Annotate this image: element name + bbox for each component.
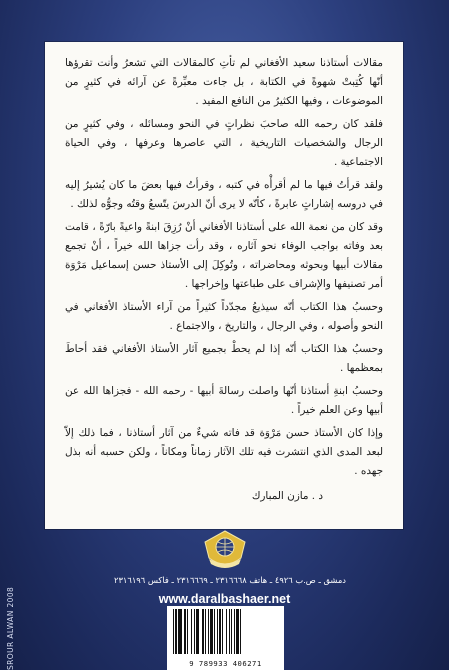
signature: د . مازن المبارك	[251, 490, 323, 502]
paragraph-3: ولقد قرأتُ فيها ما لم أقرأْه في كتبه ، وقرأتُ فيها بعضَ ما كان يُشيرُ إليه في دروسه إشاراتٍ عابرةً ، كأنّه لا يرى أنّ الدرسَ يتّسعُ وقتُه وجوُّه لذلك .	[65, 179, 383, 210]
text-panel	[45, 42, 403, 529]
barcode-number: 9 789933 406271	[189, 659, 262, 668]
paragraph-7: وحسبُ ابنةِ أستاذنا أنّها واصلت رسالةَ أبيها - رحمه الله - فجزاها الله عن أبيها وعن العلم خيراً .	[65, 385, 383, 416]
designer-credit: SROUR ALWAN 2008	[6, 586, 15, 670]
paragraph-4: وقد كان من نعمة الله على أستاذنا الأفغاني أنْ رُزِقَ ابنةً واعيةً بارّةً ، قامت بعد وفاته بواجب الوفاء نحو آثاره ، وقد رأت جزاها الله خيراً ، أنْ تجمع مقالات أبيها وبحوثه ومحاضراته ، وتُوكِلَ إلى الأستاذ حسن إسماعيل مَرْوَة أمر تصنيفها والإشراف على طباعتها وإخراجها .	[65, 221, 383, 290]
website-url[interactable]: www.daralbashaer.net	[158, 592, 291, 606]
paragraph-8: وإذا كان الأستاذ حسن مَرْوَة قد فاته شيءٌ من آثار أستاذنا ، فما ذلك إلاّ لبعد المدى الذي انتشرت فيه تلك الآثار زماناً ومكاناً ، ولكن حسبه أنه بذل جهده .	[65, 427, 383, 477]
paragraph-5: وحسبُ هذا الكتاب أنّه سيذيعُ مجدّداً كثيراً من آراء الأستاذ الأفغاني في النحو وأصوله ، وفي الرجال ، والتاريخ ، والاجتماع .	[65, 301, 383, 332]
paragraph-1: مقالات أستاذنا سعيد الأفغاني لم تأتِ كالمقالات التي تشعرُ وأنت تقرؤها أنّها كُتِبتْ شهوةً في الكتابة ، بل جاءت معبِّرةً عن آرائه في كثيرٍ من الموضوعات ، وفيها الكثيرُ من النافع المفيد .	[65, 57, 383, 107]
publisher-emblem-icon	[201, 528, 249, 572]
blurb-text	[65, 54, 383, 519]
paragraph-2: فلقد كان رحمه الله صاحبَ نظراتٍ في النحو ومسائله ، وفي كثيرٍ من الرجال والشخصيات التاريخية ، التي عاصرها وعرفها ، وفي الحياة الاجتماعية .	[65, 118, 383, 168]
barcode	[167, 606, 284, 670]
barcode-bar	[241, 609, 243, 654]
barcode-bars	[173, 609, 278, 654]
paragraph-6: وحسبُ هذا الكتاب أنّه إذا لم يحطْ بجميع آثار الأستاذ الأفغاني فقد أحاطَ بمعظمها .	[65, 343, 383, 374]
contact-info: دمشق ـ ص.ب ٤٩٢٦ ـ هاتف ٢٣١٦٦٦٨ ـ ٢٣١٦٦٦٩ ـ فاكس ٢٣١٦١٩٦	[114, 575, 346, 585]
